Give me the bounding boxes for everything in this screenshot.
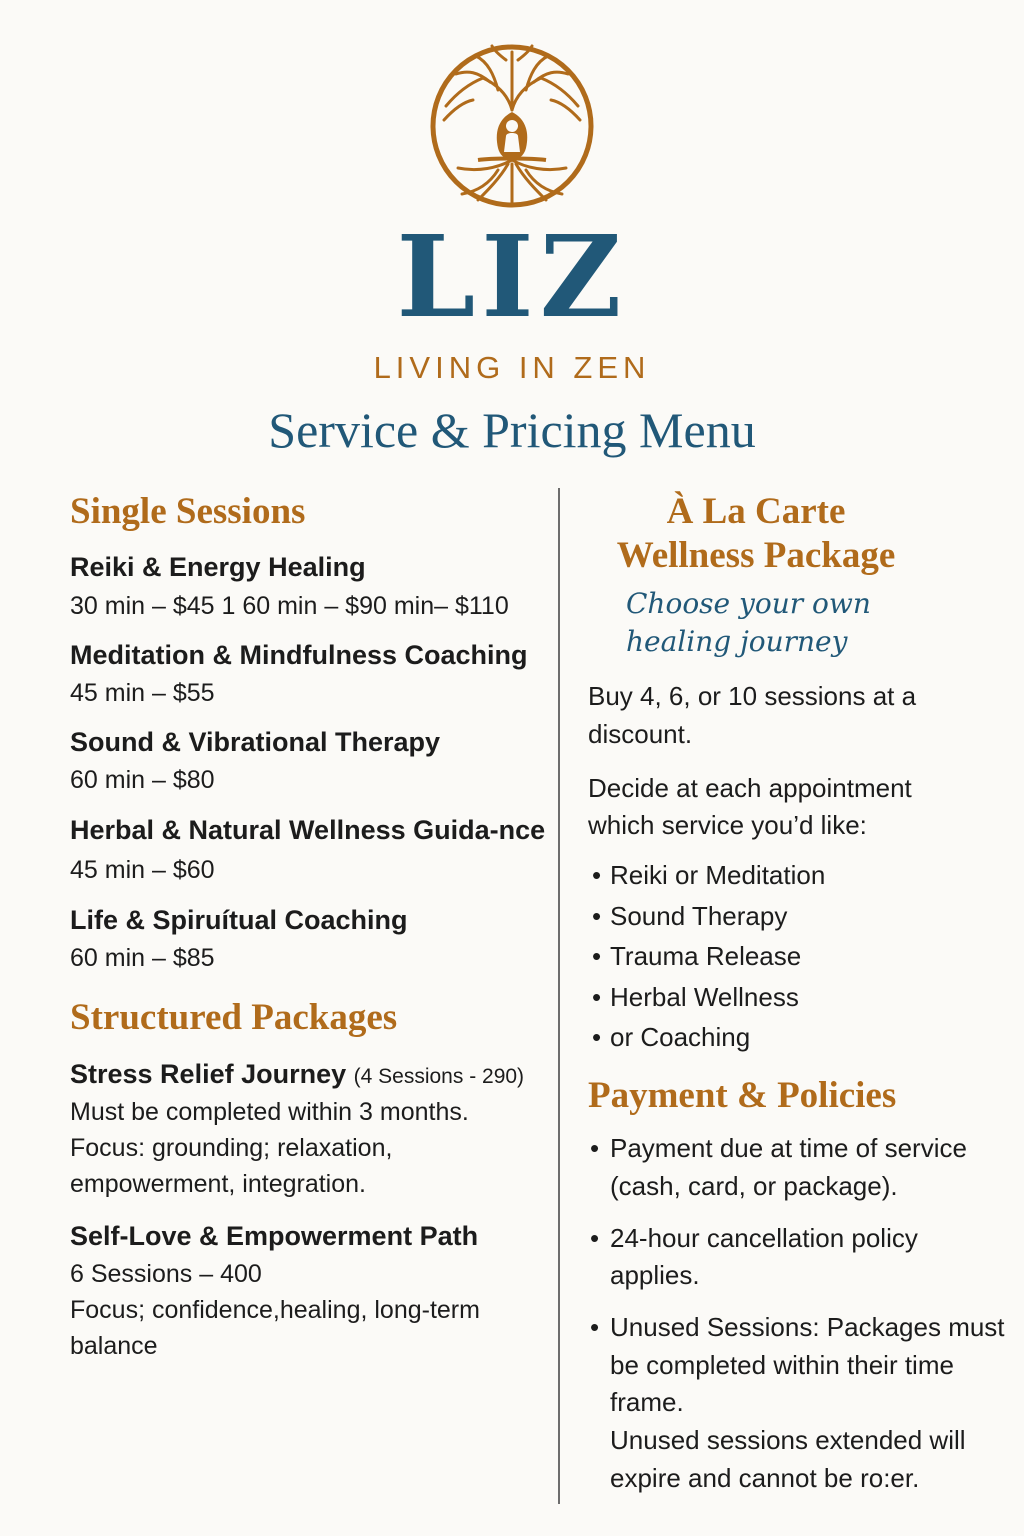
service-name: Life & Spiruítual Coaching [70, 904, 408, 935]
list-item [588, 1017, 1008, 1058]
service-price: 30 min – $45 1 60 min – $90 min– $110 [70, 591, 509, 620]
single-sessions-heading: Single Sessions [70, 491, 306, 532]
service-price: 45 min – $55 [70, 678, 215, 707]
policy-text: 24-hour cancellation policy applies. [610, 1222, 918, 1291]
a-la-carte-heading [588, 490, 924, 579]
payment-policies-heading: Payment & Policies [588, 1074, 897, 1116]
option-label: Sound Therapy [610, 900, 788, 931]
left-column [70, 490, 548, 1364]
service-item [70, 636, 548, 711]
package-title [70, 1055, 548, 1094]
service-name: Reiki & Energy Healing [70, 552, 366, 583]
policy-text: Unused Sessions: Packages must be completed within their time frame. [610, 1312, 1005, 1418]
policy-note: Unused sessions extended will expire and cannot be ro:er. [610, 1425, 966, 1493]
brand-tagline: LIVING IN ZEN [373, 350, 651, 385]
column-divider [558, 488, 560, 1504]
bullet-icon: • [592, 900, 602, 931]
bullet-icon: • [592, 1022, 602, 1053]
package-line: Focus; confidence,healing, long-term balance [70, 1295, 480, 1361]
package-sessions: (4 Sessions - 290) [353, 1064, 525, 1088]
policy-text: Payment due at time of service (cash, card, or package). [610, 1133, 967, 1201]
service-item [70, 548, 548, 623]
package-line: Focus: grounding; relaxation, empowerment, integration. [70, 1134, 393, 1199]
page-title: Service & Pricing Menu [268, 402, 756, 458]
header [0, 0, 1024, 480]
list-item [588, 936, 1008, 977]
bullet-icon: • [590, 1133, 600, 1164]
list-item [588, 977, 1008, 1018]
policies-list [588, 1130, 1008, 1422]
package-item [70, 1217, 548, 1365]
bullet-icon: • [592, 981, 602, 1012]
list-item [588, 855, 1008, 896]
list-item [588, 1130, 1008, 1205]
a-la-carte-heading-line1: À La Carte [666, 491, 846, 532]
bullet-icon: • [592, 941, 602, 972]
package-name: Stress Relief Journey [70, 1058, 347, 1089]
service-price: 45 min – $60 [70, 855, 215, 884]
a-la-carte-decide: Decide at each appointment which service you’d like: [588, 772, 912, 841]
package-sessions: 6 Sessions – 400 [70, 1259, 262, 1288]
service-price: 60 min – $80 [70, 766, 215, 795]
service-item [70, 901, 548, 976]
service-item [70, 811, 548, 889]
a-la-carte-heading-line2: Wellness Package [616, 535, 896, 577]
right-column [588, 490, 1008, 1497]
a-la-carte-intro: Buy 4, 6, or 10 sessions at a discount. [588, 681, 917, 750]
service-name: Sound & Vibrational Therapy [70, 727, 441, 758]
service-name: Meditation & Mindfulness Coaching [70, 639, 528, 670]
brand-name: LIZ [396, 212, 628, 343]
tree-of-life-meditation-icon [428, 40, 596, 218]
package-name: Self-Love & Empowerment Path [70, 1220, 479, 1251]
structured-packages-heading: Structured Packages [70, 997, 398, 1039]
option-label: Herbal Wellness [610, 981, 799, 1012]
a-la-carte-tagline: Choose your own healing journey [626, 586, 871, 658]
option-label: Trauma Release [610, 941, 802, 972]
service-name: Herbal & Natural Wellness Guida-nce [70, 814, 546, 845]
service-price: 60 min – $85 [70, 943, 215, 972]
service-item [70, 723, 548, 798]
service-name-inline [70, 811, 548, 889]
list-item [588, 896, 1008, 937]
option-label: Reiki or Meditation [610, 860, 826, 891]
package-item [70, 1055, 548, 1203]
option-label: or Coaching [610, 1022, 751, 1053]
bullet-icon: • [592, 860, 602, 891]
list-item [588, 1309, 1008, 1422]
bullet-icon: • [590, 1312, 600, 1342]
bullet-icon: • [590, 1222, 600, 1253]
package-line: Must be completed within 3 months. [70, 1097, 469, 1126]
list-item [588, 1220, 1008, 1295]
service-options-list [588, 855, 1008, 1058]
